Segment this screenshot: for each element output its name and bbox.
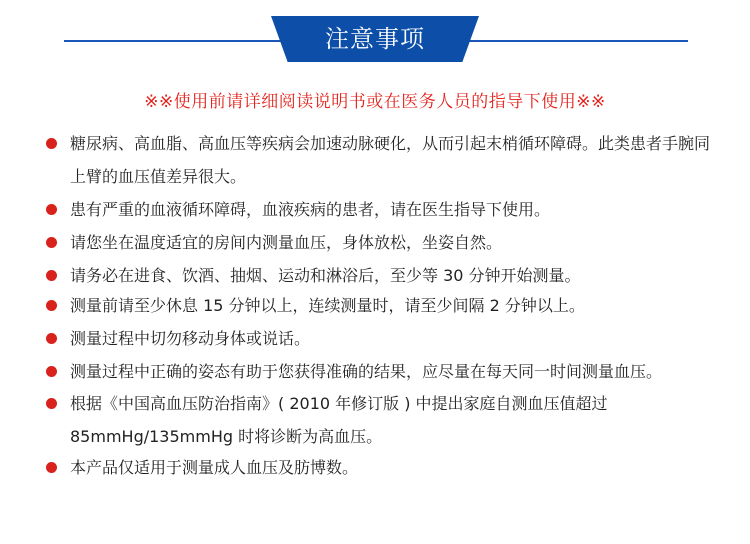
bullet-dot-icon <box>46 366 57 377</box>
list-item <box>52 127 712 193</box>
note-text: 测量过程中正确的姿态有助于您获得准确的结果，应尽量在每天同一时间测量血压。 <box>70 362 663 381</box>
bullet-dot-icon <box>46 270 57 281</box>
bullet-dot-icon <box>46 138 57 149</box>
header-rule-left <box>64 40 286 42</box>
list-item <box>52 259 712 292</box>
usage-warning: ※※使用前请详细阅读说明书或在医务人员的指导下使用※※ <box>144 92 606 112</box>
bullet-dot-icon <box>46 237 57 248</box>
note-text: 本产品仅适用于测量成人血压及肪博数。 <box>70 458 359 477</box>
page-title: 注意事项 <box>325 25 425 53</box>
list-item <box>52 289 712 322</box>
list-item <box>52 355 712 388</box>
bullet-dot-icon <box>46 398 57 409</box>
note-text: 请务必在进食、饮酒、抽烟、运动和淋浴后，至少等 30 分钟开始测量。 <box>70 266 581 285</box>
header-rule-right <box>464 40 688 42</box>
bullet-dot-icon <box>46 300 57 311</box>
bullet-dot-icon <box>46 204 57 215</box>
note-text: 测量过程中切勿移动身体或说话。 <box>70 329 311 348</box>
list-item <box>52 451 712 484</box>
note-text: 测量前请至少休息 15 分钟以上，连续测量时，请至少间隔 2 分钟以上。 <box>70 296 585 315</box>
bullet-dot-icon <box>46 462 57 473</box>
note-text: 请您坐在温度适宜的房间内测量血压，身体放松，坐姿自然。 <box>70 233 503 252</box>
bullet-dot-icon <box>46 333 57 344</box>
list-item <box>52 322 712 355</box>
list-item <box>52 226 712 259</box>
list-item <box>52 193 712 226</box>
note-text: 根据《中国高血压防治指南》( 2010 年修订版 ) 中提出家庭自测血压值超过 85mmHg/135mmHg 时将诊断为高血压。 <box>70 394 608 446</box>
list-item <box>52 387 712 453</box>
note-text: 患有严重的血液循环障碍，血液疾病的患者，请在医生指导下使用。 <box>70 200 551 219</box>
note-text: 糖尿病、高血脂、高血压等疾病会加速动脉硬化，从而引起末梢循环障碍。此类患者手腕同上臂的血压值差异很大。 <box>70 134 711 186</box>
